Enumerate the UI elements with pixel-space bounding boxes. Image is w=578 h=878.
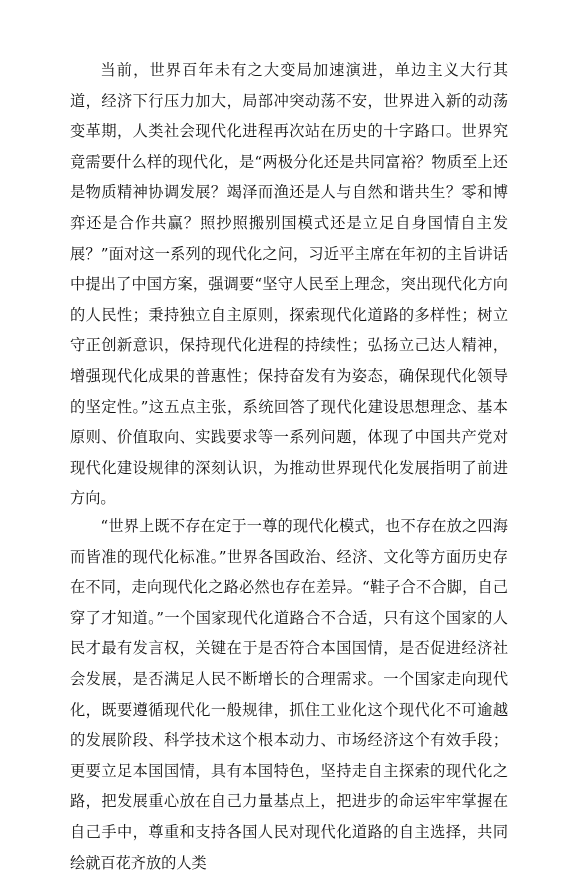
paragraph-modernization-paths: “世界上既不存在定于一尊的现代化模式，也不存在放之四海而皆准的现代化标准。”世界各国政治、经济、文化等方面历史存在不同，走向现代化之路必然也存在差异。“鞋子合不合脚，自己穿了才知道。”一个国家现代化道路合不合适，只有这个国家的人民才最有发言权，关键在于是否符合本国国情，是否促进经济社会发展，是否满足人民不断增长的合理需求。一个国家走向现代化，既要遵循现代化一般规律，抓住工业化这个现代化不可逾越的发展阶段、科学技术这个根本动力、市场经济这个有效手段；更要立足本国国情，具有本国特色，坚持走自主探索的现代化之路，把发展重心放在自己力量基点上，把进步的命运牢牢掌握在自己手中，尊重和支持各国人民对现代化道路的自主选择，共同绘就百花齐放的人类 [70, 517, 508, 872]
paragraph-modernization-questions: 当前，世界百年未有之大变局加速演进，单边主义大行其道，经济下行压力加大，局部冲突动荡不安，世界进入新的动荡变革期，人类社会现代化进程再次站在历史的十字路口。世界究竟需要什么样的现代化，是“两极分化还是共同富裕？物质至上还是物质精神协调发展？竭泽而渔还是人与自然和谐共生？零和博弈还是合作共赢？照抄照搬别国模式还是立足自身国情自主发展？”面对这一系列的现代化之问，习近平主席在年初的主旨讲话中提出了中国方案，强调要“坚守人民至上理念，突出现代化方向的人民性；秉持独立自主原则，探索现代化道路的多样性；树立守正创新意识，保持现代化进程的持续性；弘扬立己达人精神，增强现代化成果的普惠性；保持奋发有为姿态，确保现代化领导的坚定性。”这五点主张，系统回答了现代化建设思想理念、基本原则、价值取向、实践要求等一系列问题，体现了中国共产党对现代化建设规律的深刻认识，为推动世界现代化发展指明了前进方向。 [70, 61, 508, 508]
